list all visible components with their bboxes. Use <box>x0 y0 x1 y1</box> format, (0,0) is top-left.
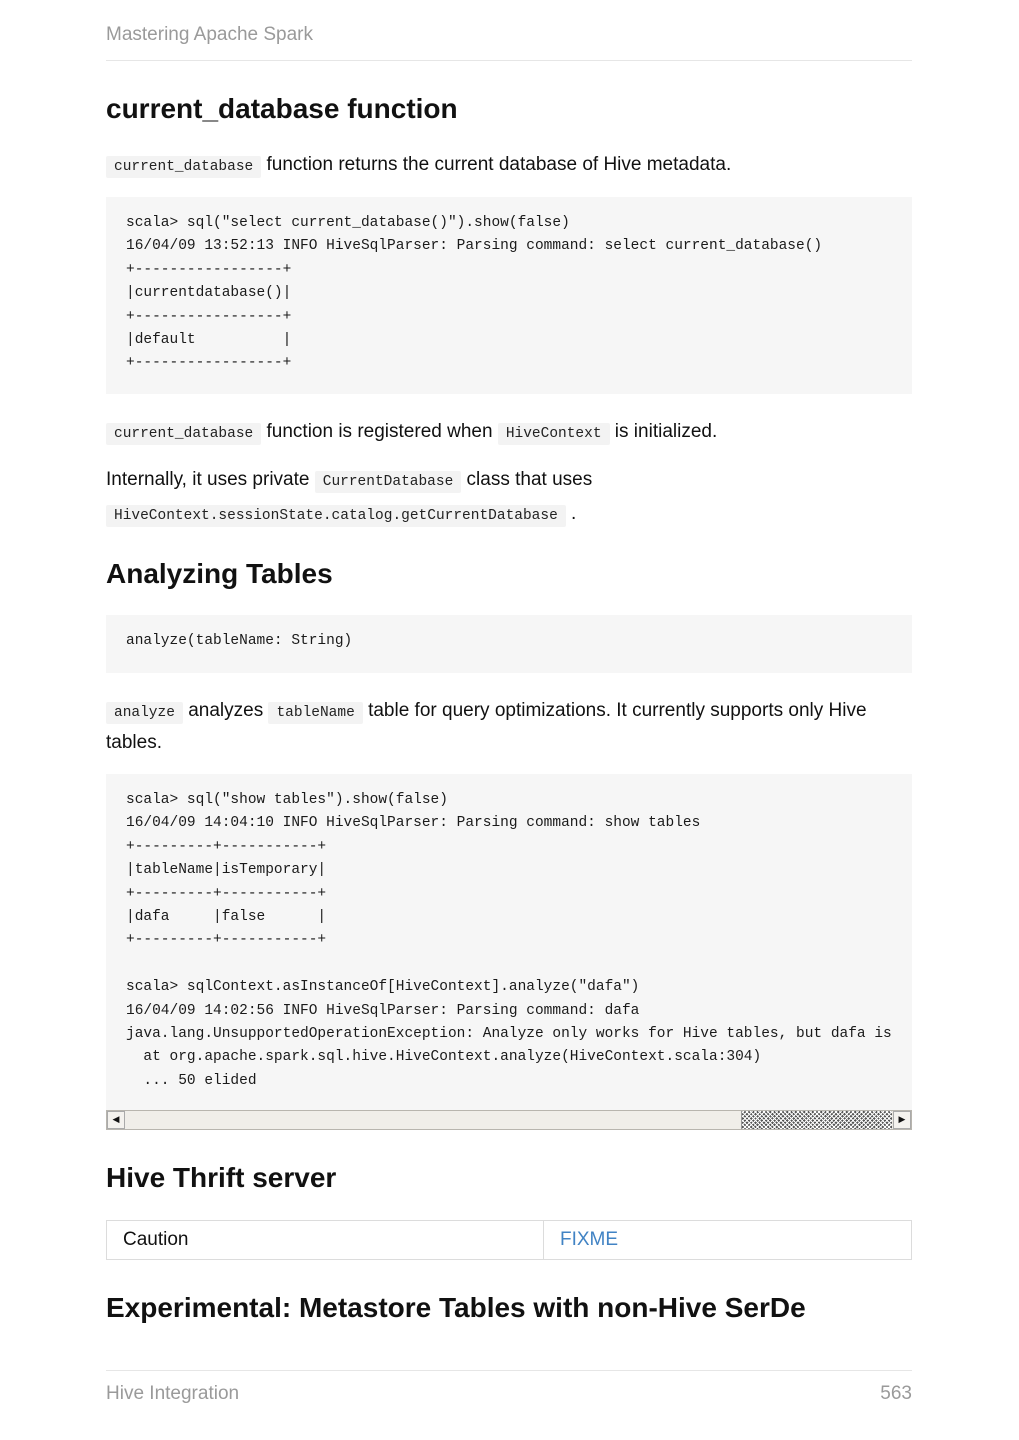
scroll-track[interactable] <box>125 1111 742 1129</box>
inline-code: current_database <box>106 156 261 178</box>
chapter-name: Hive Integration <box>106 1383 240 1404</box>
section-title-thrift-server: Hive Thrift server <box>106 1162 337 1193</box>
inline-code: CurrentDatabase <box>315 471 462 493</box>
inline-code: HiveContext.sessionState.catalog.getCurrentDatabase <box>106 505 566 527</box>
paragraph-registration: current_database function is registered when HiveContext is initialized. <box>106 417 912 449</box>
inline-code: HiveContext <box>498 423 610 445</box>
paragraph-current-database-intro: current_database function returns the current database of Hive metadata. <box>106 150 912 182</box>
paragraph-analyze-desc: analyze analyzes tableName table for query optimizations. It currently supports only Hive tables. <box>106 700 867 753</box>
code-text: analyze(tableName: String) <box>126 633 353 649</box>
code-block-analyze-example[interactable] <box>106 774 912 1110</box>
caution-label: Caution <box>107 1221 544 1259</box>
inline-code: tableName <box>268 702 362 724</box>
code-block-current-database[interactable] <box>106 197 912 394</box>
inline-code: current_database <box>106 423 261 445</box>
paragraph-internals: Internally, it uses private CurrentDatabase class that uses HiveContext.sessionState.catalog.getCurrentDatabase . <box>106 464 912 532</box>
section-title-analyzing-tables: Analyzing Tables <box>106 558 333 589</box>
code-text: scala> sql("show tables").show(false) 16/04/09 14:04:10 INFO HiveSqlParser: Parsing command: show tables +---------+-----------+ |tableName|isTemporary| +---------+-----------+ |dafa |false | +---------+-----------+ scala> sqlContext.asInstanceOf[HiveContext].analyze("dafa") 16/04/09 14:02:56 INFO HiveSqlParser: Parsing command: dafa java.lang.UnsupportedOperationException: Analyze only works for Hive tables, but dafa is at org.apache.spark.sql.hive.HiveContext.analyze(HiveContext.scala:304) ... 50 elided <box>126 792 892 1089</box>
scroll-left-arrow-icon[interactable]: ◀ <box>107 1111 125 1129</box>
scroll-thumb[interactable] <box>742 1111 892 1129</box>
code-block-signature[interactable] <box>106 615 912 673</box>
running-header <box>106 24 912 61</box>
horizontal-scrollbar[interactable] <box>106 1110 912 1130</box>
page-number: 563 <box>880 1383 912 1404</box>
caution-fixme-link[interactable]: FIXME <box>560 1229 619 1250</box>
code-text: scala> sql("select current_database()").show(false) 16/04/09 13:52:13 INFO HiveSqlParser: Parsing command: select current_database() +-----------------+ |currentdatabase()| +-----------------+ |default | +-----------------+ <box>126 215 823 372</box>
scroll-right-arrow-icon[interactable]: ▶ <box>893 1111 911 1129</box>
section-title-current-database: current_database function <box>106 93 458 124</box>
section-title-experimental: Experimental: Metastore Tables with non-Hive SerDe <box>106 1292 806 1323</box>
caution-callout <box>106 1220 912 1260</box>
inline-code: analyze <box>106 702 183 724</box>
book-title: Mastering Apache Spark <box>106 24 314 45</box>
running-footer <box>106 1370 912 1405</box>
